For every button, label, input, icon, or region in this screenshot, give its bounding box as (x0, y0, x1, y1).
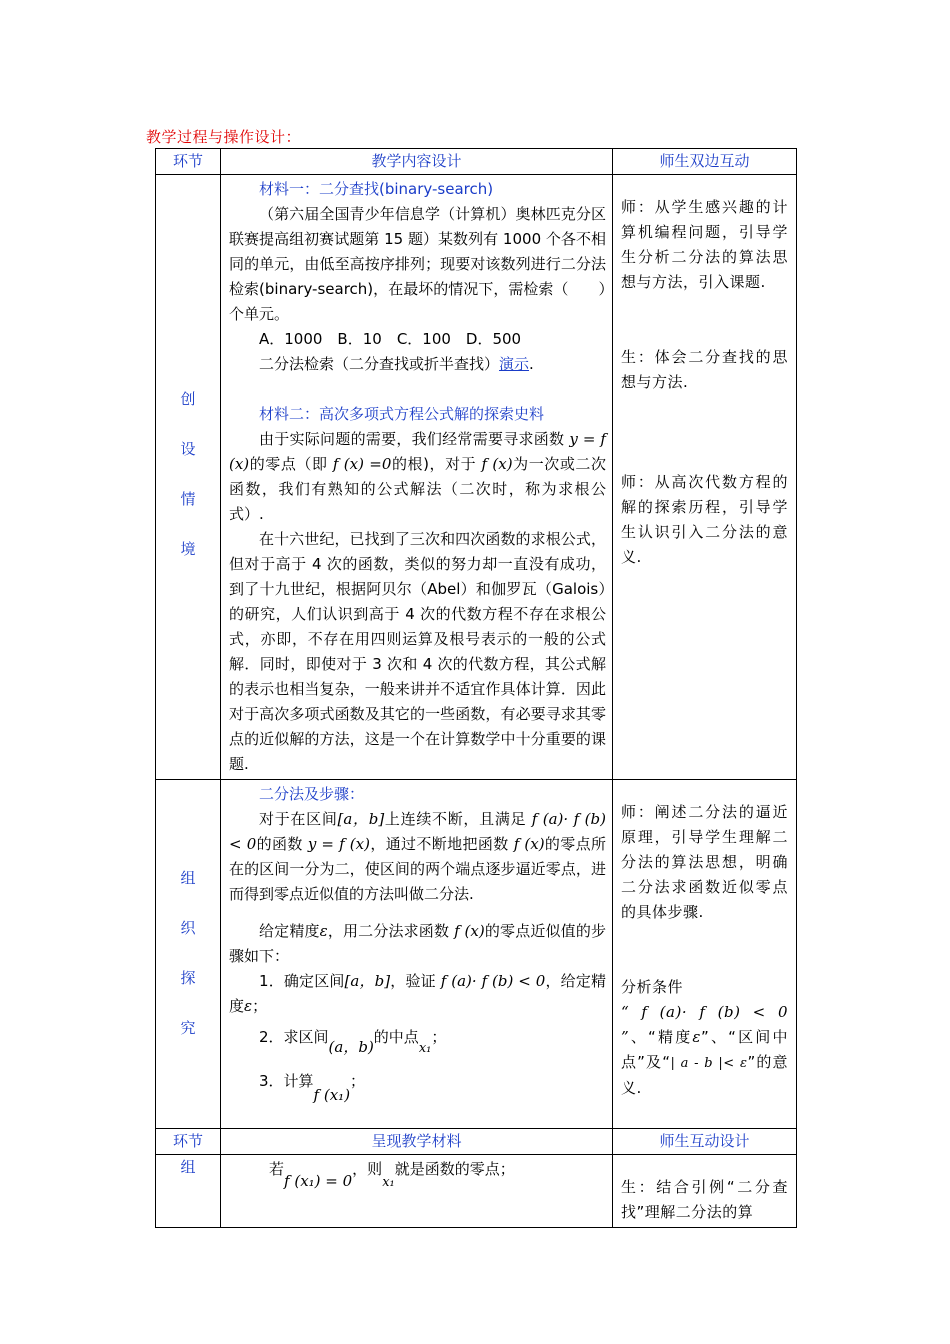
stage-char: 设 (180, 440, 196, 458)
demo-link[interactable]: 演示 (499, 355, 530, 373)
material-one-demo: 二分法检索（二分查找或折半查找）演示. (259, 355, 534, 373)
material-one-title: 材料一：二分查找(binary-search) (259, 180, 494, 198)
material-two-title: 材料二：高次多项式方程公式解的探索史料 (259, 405, 545, 423)
bisection-step-1: 1．确定区间[a，b]，验证 f (a)· f (b) < 0，给定精度ε； (229, 972, 607, 1015)
bisection-title: 二分法及步骤： (259, 785, 365, 803)
stage-char: 境 (180, 540, 196, 558)
table-header-row-2 (156, 1129, 797, 1155)
lesson-table (155, 148, 797, 1228)
page-heading: 教学过程与操作设计： (146, 128, 302, 146)
bisection-step-2: 2．求区间(a，b)的中点x₁； (259, 1028, 447, 1056)
header-interaction-design: 师生互动设计 (613, 1129, 797, 1155)
header-stage-2: 环节 (156, 1129, 221, 1155)
stage-char: 织 (180, 919, 196, 937)
material-one-options: A．1000 B．10 C．100 D．500 (259, 330, 522, 348)
interaction-student-1: 生：体会二分查找的思想与方法. (621, 348, 788, 391)
stage-char: 探 (180, 969, 196, 987)
content-cell (221, 175, 613, 780)
content-cell (221, 1155, 613, 1228)
header-stage: 环节 (156, 149, 221, 175)
material-one-text: （第六届全国青少年信息学（计算机）奥林匹克分区联赛提高组初赛试题第 15 题）某数列有 1000 个各不相同的单元，由低至高按序排列；现要对该数列进行二分法检索(binary-search)，在最坏的情况下，需检索（ ）个单元。 (229, 205, 606, 323)
interaction-cell (613, 1155, 797, 1228)
section-organize-explore (156, 780, 797, 1129)
bisection-definition: 对于在区间[a，b]上连续不断，且满足 f (a)· f (b) < 0的函数 y = f (x)，通过不断地把函数 f (x)的零点所在的区间一分为二，使区间的两个端点逐步逼近零点，进而得到零点近似值的方法叫做二分法. (229, 810, 606, 903)
bisection-step-4: 若f (x₁) = 0，则x₁就是函数的零点； (269, 1160, 515, 1190)
interaction-teacher-1: 师：从学生感兴趣的计算机编程问题，引导学生分析二分法的算法思想与方法，引入课题. (621, 198, 788, 291)
interaction-analysis: 分析条件 “ f (a)· f (b) < 0 ”、“精度ε”、“区间中点”及“| a - b |< ε”的意义. (621, 978, 788, 1097)
stage-char: 情 (180, 490, 196, 508)
stage-cell (156, 1155, 221, 1228)
material-two-paragraph-1: 由于实际问题的需要，我们经常需要寻求函数 y = f (x)的零点（即 f (x) =0的根)，对于 f (x)为一次或二次函数，我们有熟知的公式解法（二次时，称为求根公式）. (229, 430, 606, 523)
header-interaction: 师生双边互动 (613, 149, 797, 175)
interaction-cell (613, 780, 797, 1129)
bisection-accuracy: 给定精度ε，用二分法求函数 f (x)的零点近似值的步骤如下： (229, 922, 606, 965)
stage-char: 创 (180, 390, 196, 408)
stage-char: 组 (180, 1158, 196, 1176)
bisection-step-3: 3．计算f (x₁)； (259, 1072, 366, 1104)
material-two-paragraph-2: 在十六世纪，已找到了三次和四次函数的求根公式，但对于高于 4 次的函数，类似的努力却一直没有成功，到了十九世纪，根据阿贝尔（Abel）和伽罗瓦（Galois）的研究，人们认识到高于 4 次的代数方程不存在求根公式，亦即，不存在用四则运算及根号表示的一般的公式解．同时，即使对于 3 次和 4 次的代数方程，其公式解的表示也相当复杂，一般来讲并不适宜作具体计算．因此对于高次多项式函数及其它的一些函数，有必要寻求其零点的近似解的方法，这是一个在计算数学中十分重要的课题. (229, 530, 606, 773)
interaction-student-2: 生：结合引例“二分查找”理解二分法的算 (621, 1178, 788, 1221)
table-header-row (156, 149, 797, 175)
interaction-teacher-2: 师：从高次代数方程的解的探索历程，引导学生认识引入二分法的意义. (621, 473, 788, 566)
stage-cell (156, 175, 221, 780)
header-material: 呈现教学材料 (221, 1129, 613, 1155)
section-create-situation (156, 175, 797, 780)
content-cell (221, 780, 613, 1129)
header-content: 教学内容设计 (221, 149, 613, 175)
interaction-teacher-3: 师：阐述二分法的逼近原理，引导学生理解二分法的算法思想，明确二分法求函数近似零点的具体步骤. (621, 803, 788, 921)
stage-char: 组 (180, 869, 196, 887)
stage-char: 究 (180, 1019, 196, 1037)
stage-cell (156, 780, 221, 1129)
section-continued (156, 1155, 797, 1228)
interaction-cell (613, 175, 797, 780)
